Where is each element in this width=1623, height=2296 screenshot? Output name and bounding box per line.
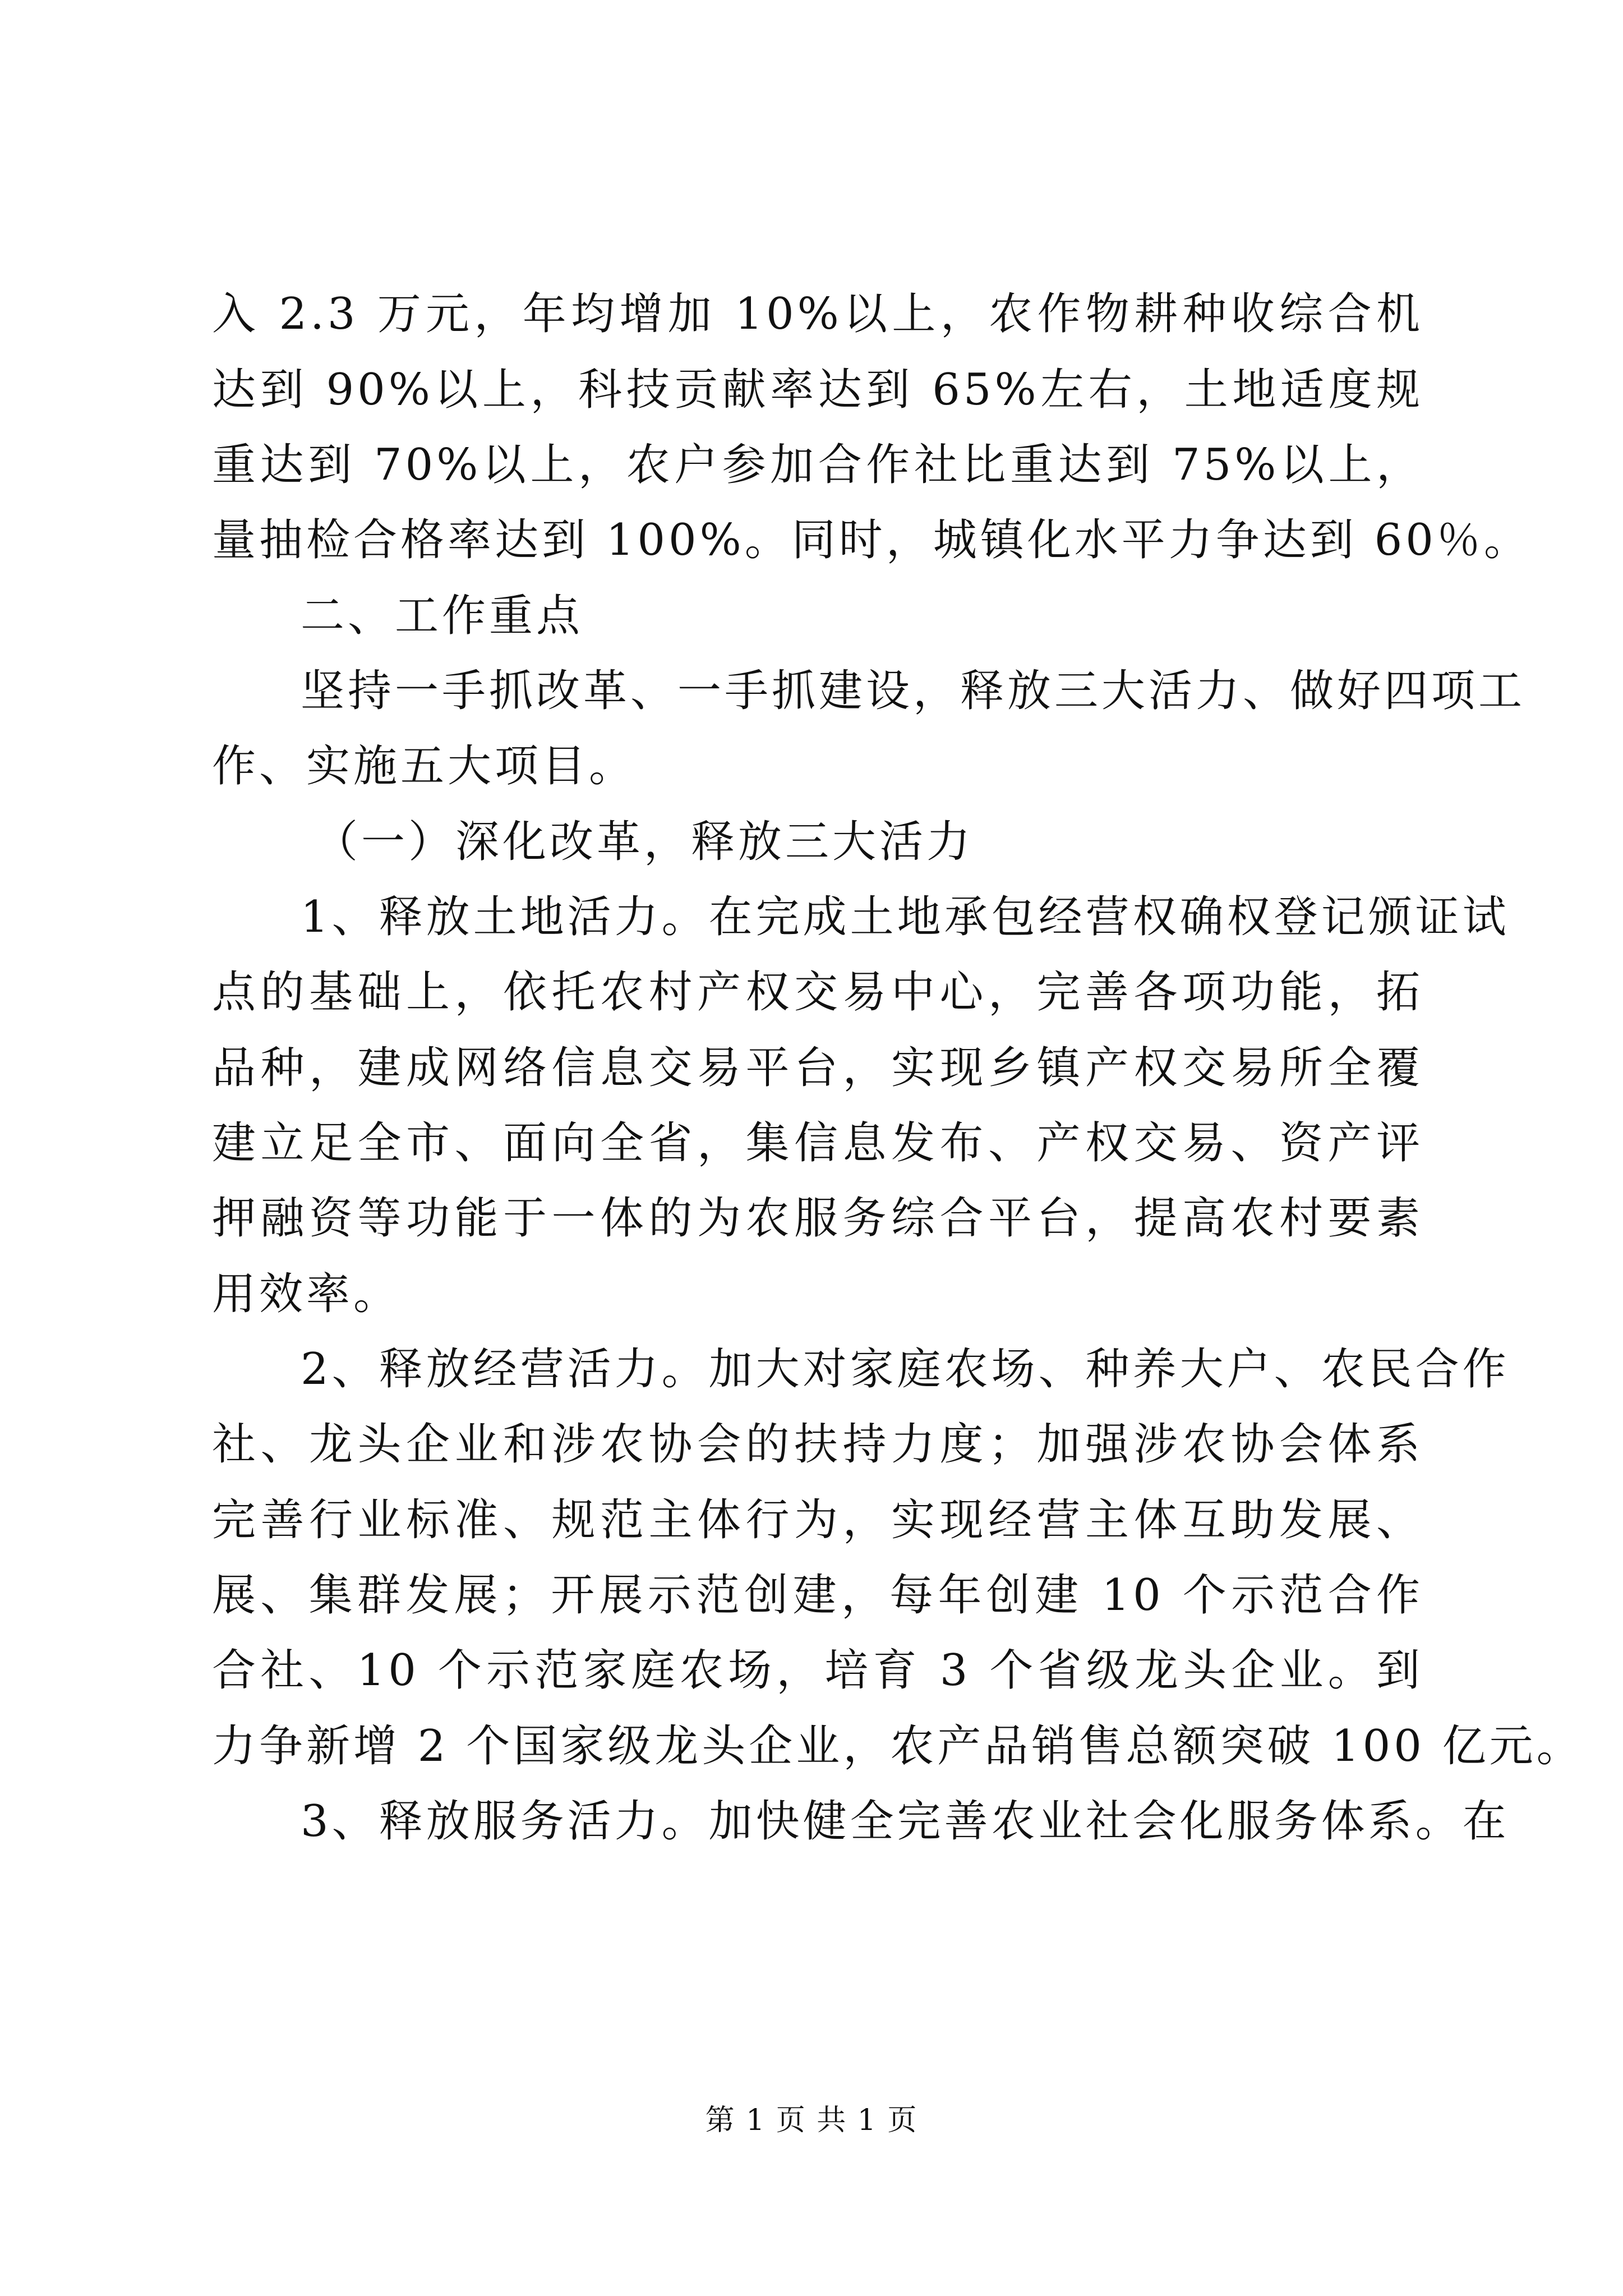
text-line: 完善行业标准、规范主体行为，实现经营主体互助发展、 [212, 1495, 1423, 1545]
subsection-heading: （一）深化改革，释放三大活力 [314, 817, 974, 867]
text-line: 1、释放土地活力。在完成土地承包经营权确权登记颁证试 [301, 892, 1510, 942]
section-heading: 二、工作重点 [301, 591, 584, 641]
text-line: 社、龙头企业和涉农协会的扶持力度；加强涉农协会体系 [212, 1419, 1423, 1470]
text-line: 入 2.3 万元，年均增加 10%以上，农作物耕种收综合机 [212, 289, 1423, 339]
text-line: 量抽检合格率达到 100%。同时，城镇化水平力争达到 60％。 [212, 515, 1531, 565]
text-line: 作、实施五大项目。 [212, 741, 637, 792]
text-line: 3、释放服务活力。加快健全完善农业社会化服务体系。在 [301, 1796, 1510, 1847]
text-line: 品种，建成网络信息交易平台，实现乡镇产权交易所全覆 [212, 1043, 1423, 1093]
text-line: 点的基础上，依托农村产权交易中心，完善各项功能，拓 [212, 967, 1423, 1018]
text-line: 2、释放经营活力。加大对家庭农场、种养大户、农民合作 [301, 1344, 1510, 1395]
text-line: 合社、10 个示范家庭农场，培育 3 个省级龙头企业。到 [212, 1645, 1423, 1696]
text-line: 坚持一手抓改革、一手抓建设，释放三大活力、做好四项工 [301, 666, 1526, 716]
page-footer: 第 1 页 共 1 页 [705, 2104, 918, 2137]
text-line: 用效率。 [212, 1269, 401, 1319]
text-line: 力争新增 2 个国家级龙头企业，农产品销售总额突破 100 亿元。 [212, 1721, 1584, 1772]
text-line: 达到 90%以上，科技贡献率达到 65%左右，土地适度规 [212, 365, 1423, 415]
text-line: 重达到 70%以上，农户参加合作社比重达到 75%以上， [212, 440, 1423, 490]
text-line: 押融资等功能于一体的为农服务综合平台，提高农村要素 [212, 1193, 1423, 1244]
text-line: 展、集群发展；开展示范创建，每年创建 10 个示范合作 [212, 1570, 1423, 1621]
text-line: 建立足全市、面向全省，集信息发布、产权交易、资产评 [212, 1118, 1423, 1168]
